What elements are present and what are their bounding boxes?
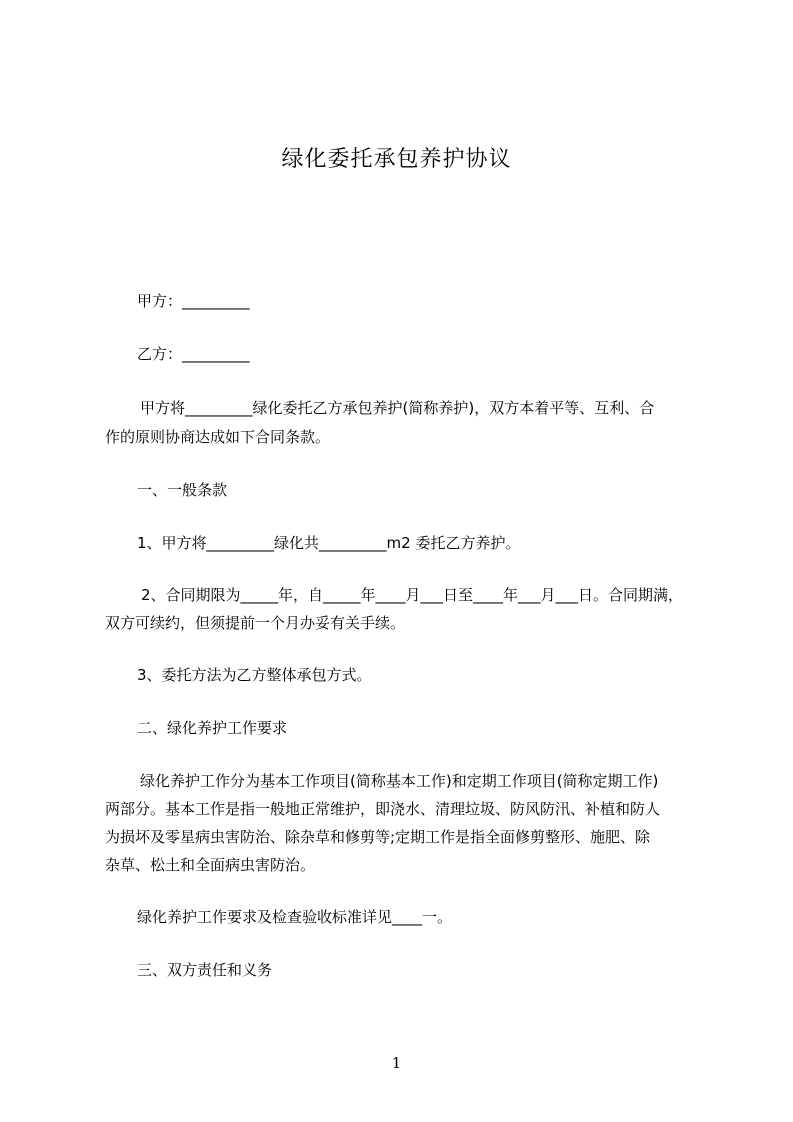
clause-2-line-2: 双方可续约，但须提前一个月办妥有关手续。 [105,614,406,632]
work-paragraph-line-4: 杂草、松土和全面病虫害防治。 [105,856,316,874]
section-2-heading: 二、绿化养护工作要求 [137,719,288,737]
party-a-line: 甲方：_________ [137,292,250,310]
clause-1: 1、甲方将_________绿化共_________m2 委托乙方养护。 [137,534,521,552]
clause-2-line-1: 2、合同期限为_____年，自_____年____月___日至____年___月___日。合同期满， [141,586,684,604]
standards-line: 绿化养护工作要求及检查验收标准详见____一。 [137,908,453,926]
intro-paragraph-line-2: 作的原则协商达成如下合同条款。 [105,428,331,446]
page-number: 1 [391,1054,402,1072]
document-title: 绿化委托承包养护协议 [281,147,512,172]
work-paragraph-line-3: 为损坏及零星病虫害防治、除杂草和修剪等;定期工作是指全面修剪整形、施肥、除 [105,828,651,846]
work-paragraph-line-2: 两部分。基本工作是指一般地正常维护，即浇水、清理垃圾、防风防汛、补植和防人 [105,800,661,818]
section-3-heading: 三、双方责任和义务 [137,961,273,979]
section-1-heading: 一、一般条款 [137,481,228,499]
work-paragraph-line-1: 绿化养护工作分为基本工作项目(简称基本工作)和定期工作项目(简称定期工作) [140,772,659,790]
party-b-line: 乙方：_________ [137,345,250,363]
intro-paragraph-line-1: 甲方将_________绿化委托乙方承包养护(简称养护)，双方本着平等、互利、合 [140,399,655,417]
clause-3: 3、委托方法为乙方整体承包方式。 [137,666,372,684]
